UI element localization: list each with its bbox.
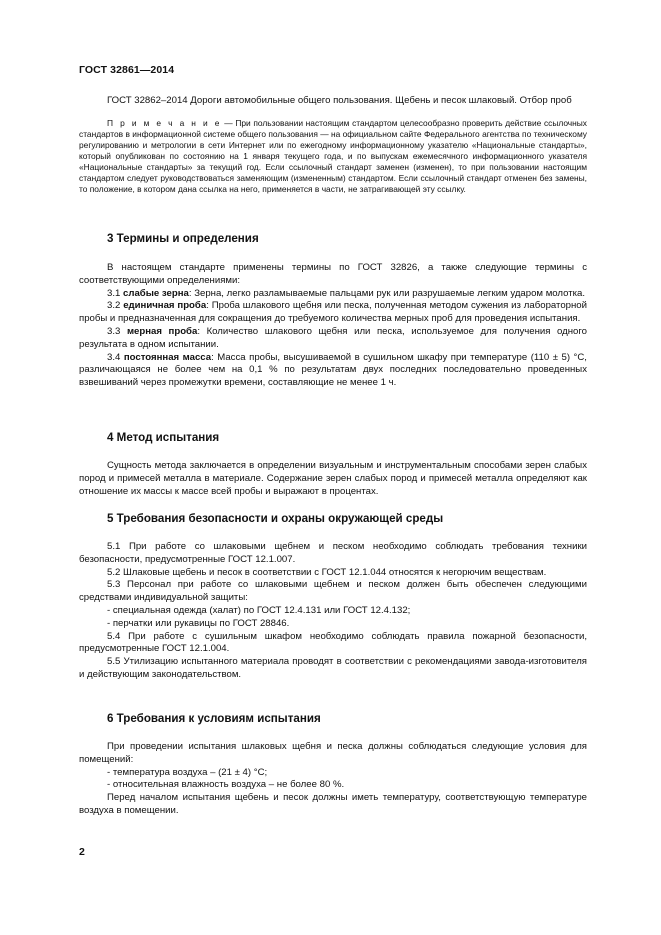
clause-5-5: 5.5 Утилизацию испытанного материала проводят в соответствии с рекомендациями завода-изготовителя и действующим законодательством. [79,656,587,680]
section-6-body [79,741,587,818]
ppe-item-gloves: - перчатки или рукавицы по ГОСТ 28846. [107,617,290,629]
section-3-body [79,262,587,390]
clause-5-4: 5.4 При работе с сушильным шкафом необходимо соблюдать правила пожарной безопасности, предусмотренные ГОСТ 12.1.004. [79,630,587,655]
document-header: ГОСТ 32861—2014 [79,64,175,76]
term-3-3: 3.3 мерная проба: Количество шлакового щебня или песка, используемое для получения одного результата в одном испытании. [79,325,587,350]
section-3-heading: 3 Термины и определения [107,232,259,245]
condition-humidity: - относительная влажность воздуха – не более 80 %. [107,779,345,791]
references-note [79,118,587,196]
section-4-body [79,460,587,498]
note-label: П р и м е ч а н и е [107,117,222,128]
clause-5-1: 5.1 При работе со шлаковыми щебнем и песком необходимо соблюдать требования техники безопасности, предусмотренные ГОСТ 12.1.007. [79,541,587,565]
term-3-3-name: мерная проба [126,325,198,337]
term-3-4-name: постоянная масса [123,351,212,363]
term-3-2: 3.2 единичная проба: Проба шлакового щебня или песка, полученная методом сужения из лабораторной пробы и предназначенная для сокращения до требуемого количества мерных проб для проведения испытания. [79,300,587,325]
condition-temperature: - температура воздуха – (21 ± 4) °С; [107,766,268,778]
note-text: — При пользовании настоящим стандартом целесообразно проверить действие ссылочных стандартов в информационной системе общего пользования — на официальном сайте Федерального агентства по техническому регулированию и метрологии в сети Интернет или по ежегодному информационному указателю «Национальные стандарты», который опубликован по состоянию на 1 января текущего года, и по выпускам ежемесячного информационного указателя «Национальные стандарты» за текущий год. Если ссылочный стандарт заменен (изменен), то при пользовании настоящим стандартом следует руководствоваться заменяющим (измененным) стандартом. Если ссылочный стандарт отменен без замены, то положение, в котором дана ссылка на него, применяется в части, не затрагивающей эту ссылку. [79,117,587,195]
normative-references [79,95,587,195]
section-4-paragraph: Сущность метода заключается в определении визуальным и инструментальным способами зерен слабых пород и примесей металла в материале. Содержание зерен слабых пород и примесей металла определяют как отношение их массы к массе всей пробы и выражают в процентах. [79,460,587,497]
page-number: 2 [79,846,85,858]
term-3-2-name: единичная проба [123,300,207,312]
section-3-intro: В настоящем стандарте применены термины по ГОСТ 32826, а также следующие термины с соответствующими определениями: [79,262,587,286]
ppe-item-clothing: - специальная одежда (халат) по ГОСТ 12.4.131 или ГОСТ 12.4.132; [107,604,411,616]
term-3-1: 3.1 слабые зерна: Зерна, легко разламываемые пальцами рук или разрушаемые легким ударом молотка. [107,287,586,299]
section-5-body [79,541,587,682]
term-3-4: 3.4 постоянная масса: Масса пробы, высушиваемой в сушильном шкафу при температуре (110 ± 5) °С, различающаяся не более чем на 0,1 % по результатам двух последних последовательно проведенных взвешиваний через промежутки времени, составляющие не менее 1 ч. [79,351,587,389]
term-3-1-name: слабые зерна [123,287,189,299]
reference-gost-32862: ГОСТ 32862–2014 Дороги автомобильные общего пользования. Щебень и песок шлаковый. Отбор проб [107,95,572,106]
clause-5-3: 5.3 Персонал при работе со шлаковыми щебнем и песком должен быть обеспечен следующими средствами индивидуальной защиты: [79,579,587,604]
section-5-heading: 5 Требования безопасности и охраны окружающей среды [107,512,444,525]
section-4-heading: 4 Метод испытания [107,431,220,444]
section-6-intro: При проведении испытания шлаковых щебня и песка должны соблюдаться следующие условия для помещений: [79,741,587,765]
section-6-heading: 6 Требования к условиям испытания [107,712,321,725]
clause-5-2: 5.2 Шлаковые щебень и песок в соответствии с ГОСТ 12.1.044 относятся к негорючим веществам. [107,566,547,578]
section-6-final: Перед началом испытания щебень и песок должны иметь температуру, соответствующую температуре воздуха в помещении. [79,792,587,816]
